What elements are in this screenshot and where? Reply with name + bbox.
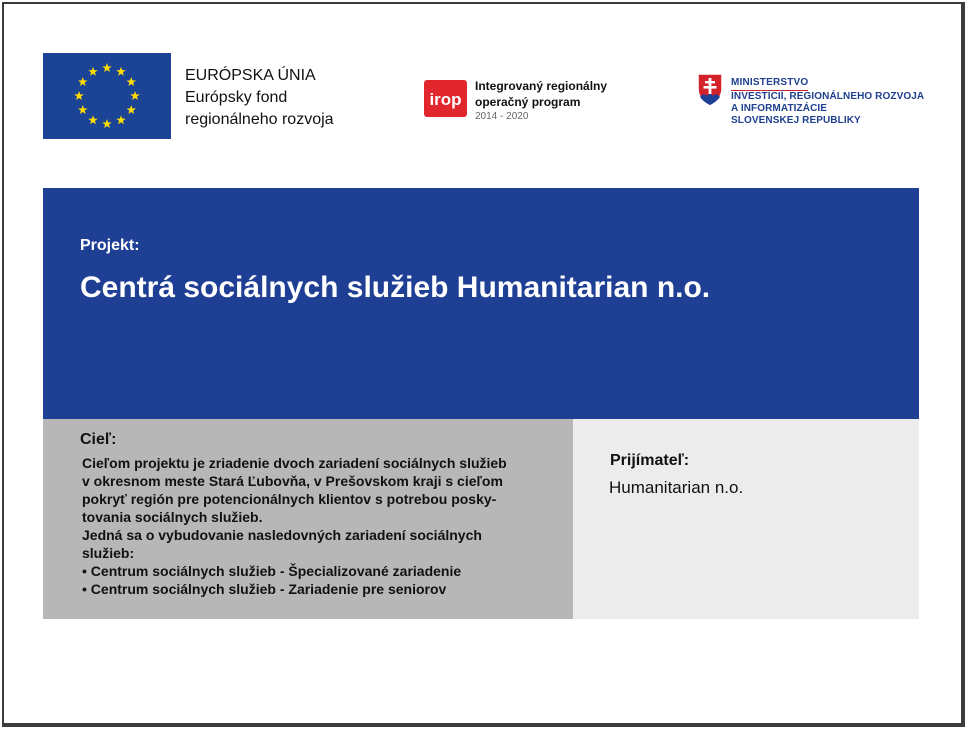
eu-line-3: regionálneho rozvoja: [185, 111, 334, 128]
eu-star-icon: [88, 115, 98, 124]
eu-logo-text: [185, 65, 334, 131]
eu-line-2: Európsky fond: [185, 89, 288, 106]
eu-star-icon: [78, 77, 88, 86]
eu-line-1: EURÓPSKA ÚNIA: [185, 67, 316, 84]
slovak-coat-of-arms-icon: [697, 73, 723, 107]
eu-stars-icon: [43, 53, 171, 139]
project-title: Centrá sociálnych služieb Humanitarian n.o.: [80, 271, 711, 304]
goal-line: služieb:: [82, 545, 135, 561]
irop-logo-text: irop: [429, 90, 462, 109]
irop-line-1: Integrovaný regionálny: [475, 79, 608, 93]
ministry-line-1: INVESTÍCIÍ, REGIONÁLNEHO ROZVOJA: [731, 91, 925, 102]
goal-text: [82, 454, 562, 598]
irop-logo: [424, 80, 467, 117]
irop-line-2: operačný program: [475, 95, 581, 109]
eu-star-icon: [74, 91, 84, 100]
ministry-line-2: A INFORMATIZÁCIE: [731, 103, 828, 114]
goal-line: Cieľom projektu je zriadenie dvoch zariadení sociálnych služieb: [82, 455, 507, 471]
eu-star-icon: [130, 91, 140, 100]
recipient-panel: [573, 419, 919, 619]
eu-star-icon: [116, 115, 126, 124]
goal-bullet: • Centrum sociálnych služieb - Zariadenie pre seniorov: [82, 581, 447, 597]
goal-label: Cieľ:: [80, 431, 117, 448]
eu-star-icon: [78, 105, 88, 114]
recipient-label: Prijímateľ:: [610, 452, 690, 469]
irop-logo-icon: [424, 80, 467, 117]
ministry-line-3: SLOVENSKEJ REPUBLIKY: [731, 115, 861, 126]
eu-star-icon: [126, 77, 136, 86]
goal-line: Jedná sa o vybudovanie nasledovných zariadení sociálnych: [82, 527, 482, 543]
eu-star-icon: [116, 67, 126, 76]
eu-star-icon: [88, 67, 98, 76]
eu-flag-logo: [43, 53, 171, 139]
irop-years: 2014 - 2020: [475, 111, 529, 122]
irop-text: [475, 78, 607, 123]
project-label: Projekt:: [80, 237, 140, 254]
recipient-name: Humanitarian n.o.: [609, 478, 744, 497]
goal-line: v okresnom meste Stará Ľubovňa, v Prešovskom kraji s cieľom: [82, 473, 503, 489]
goal-line: pokryť región pre potencionálnych klientov s potrebou posky-: [82, 491, 497, 507]
ministry-title: MINISTERSTVO: [731, 76, 808, 91]
eu-star-icon: [102, 119, 112, 128]
eu-star-icon: [126, 105, 136, 114]
goal-bullet: • Centrum sociálnych služieb - Špecializované zariadenie: [82, 563, 462, 579]
eu-star-icon: [102, 63, 112, 72]
ministry-text: [731, 72, 924, 127]
goal-line: tovania sociálnych služieb.: [82, 509, 263, 525]
